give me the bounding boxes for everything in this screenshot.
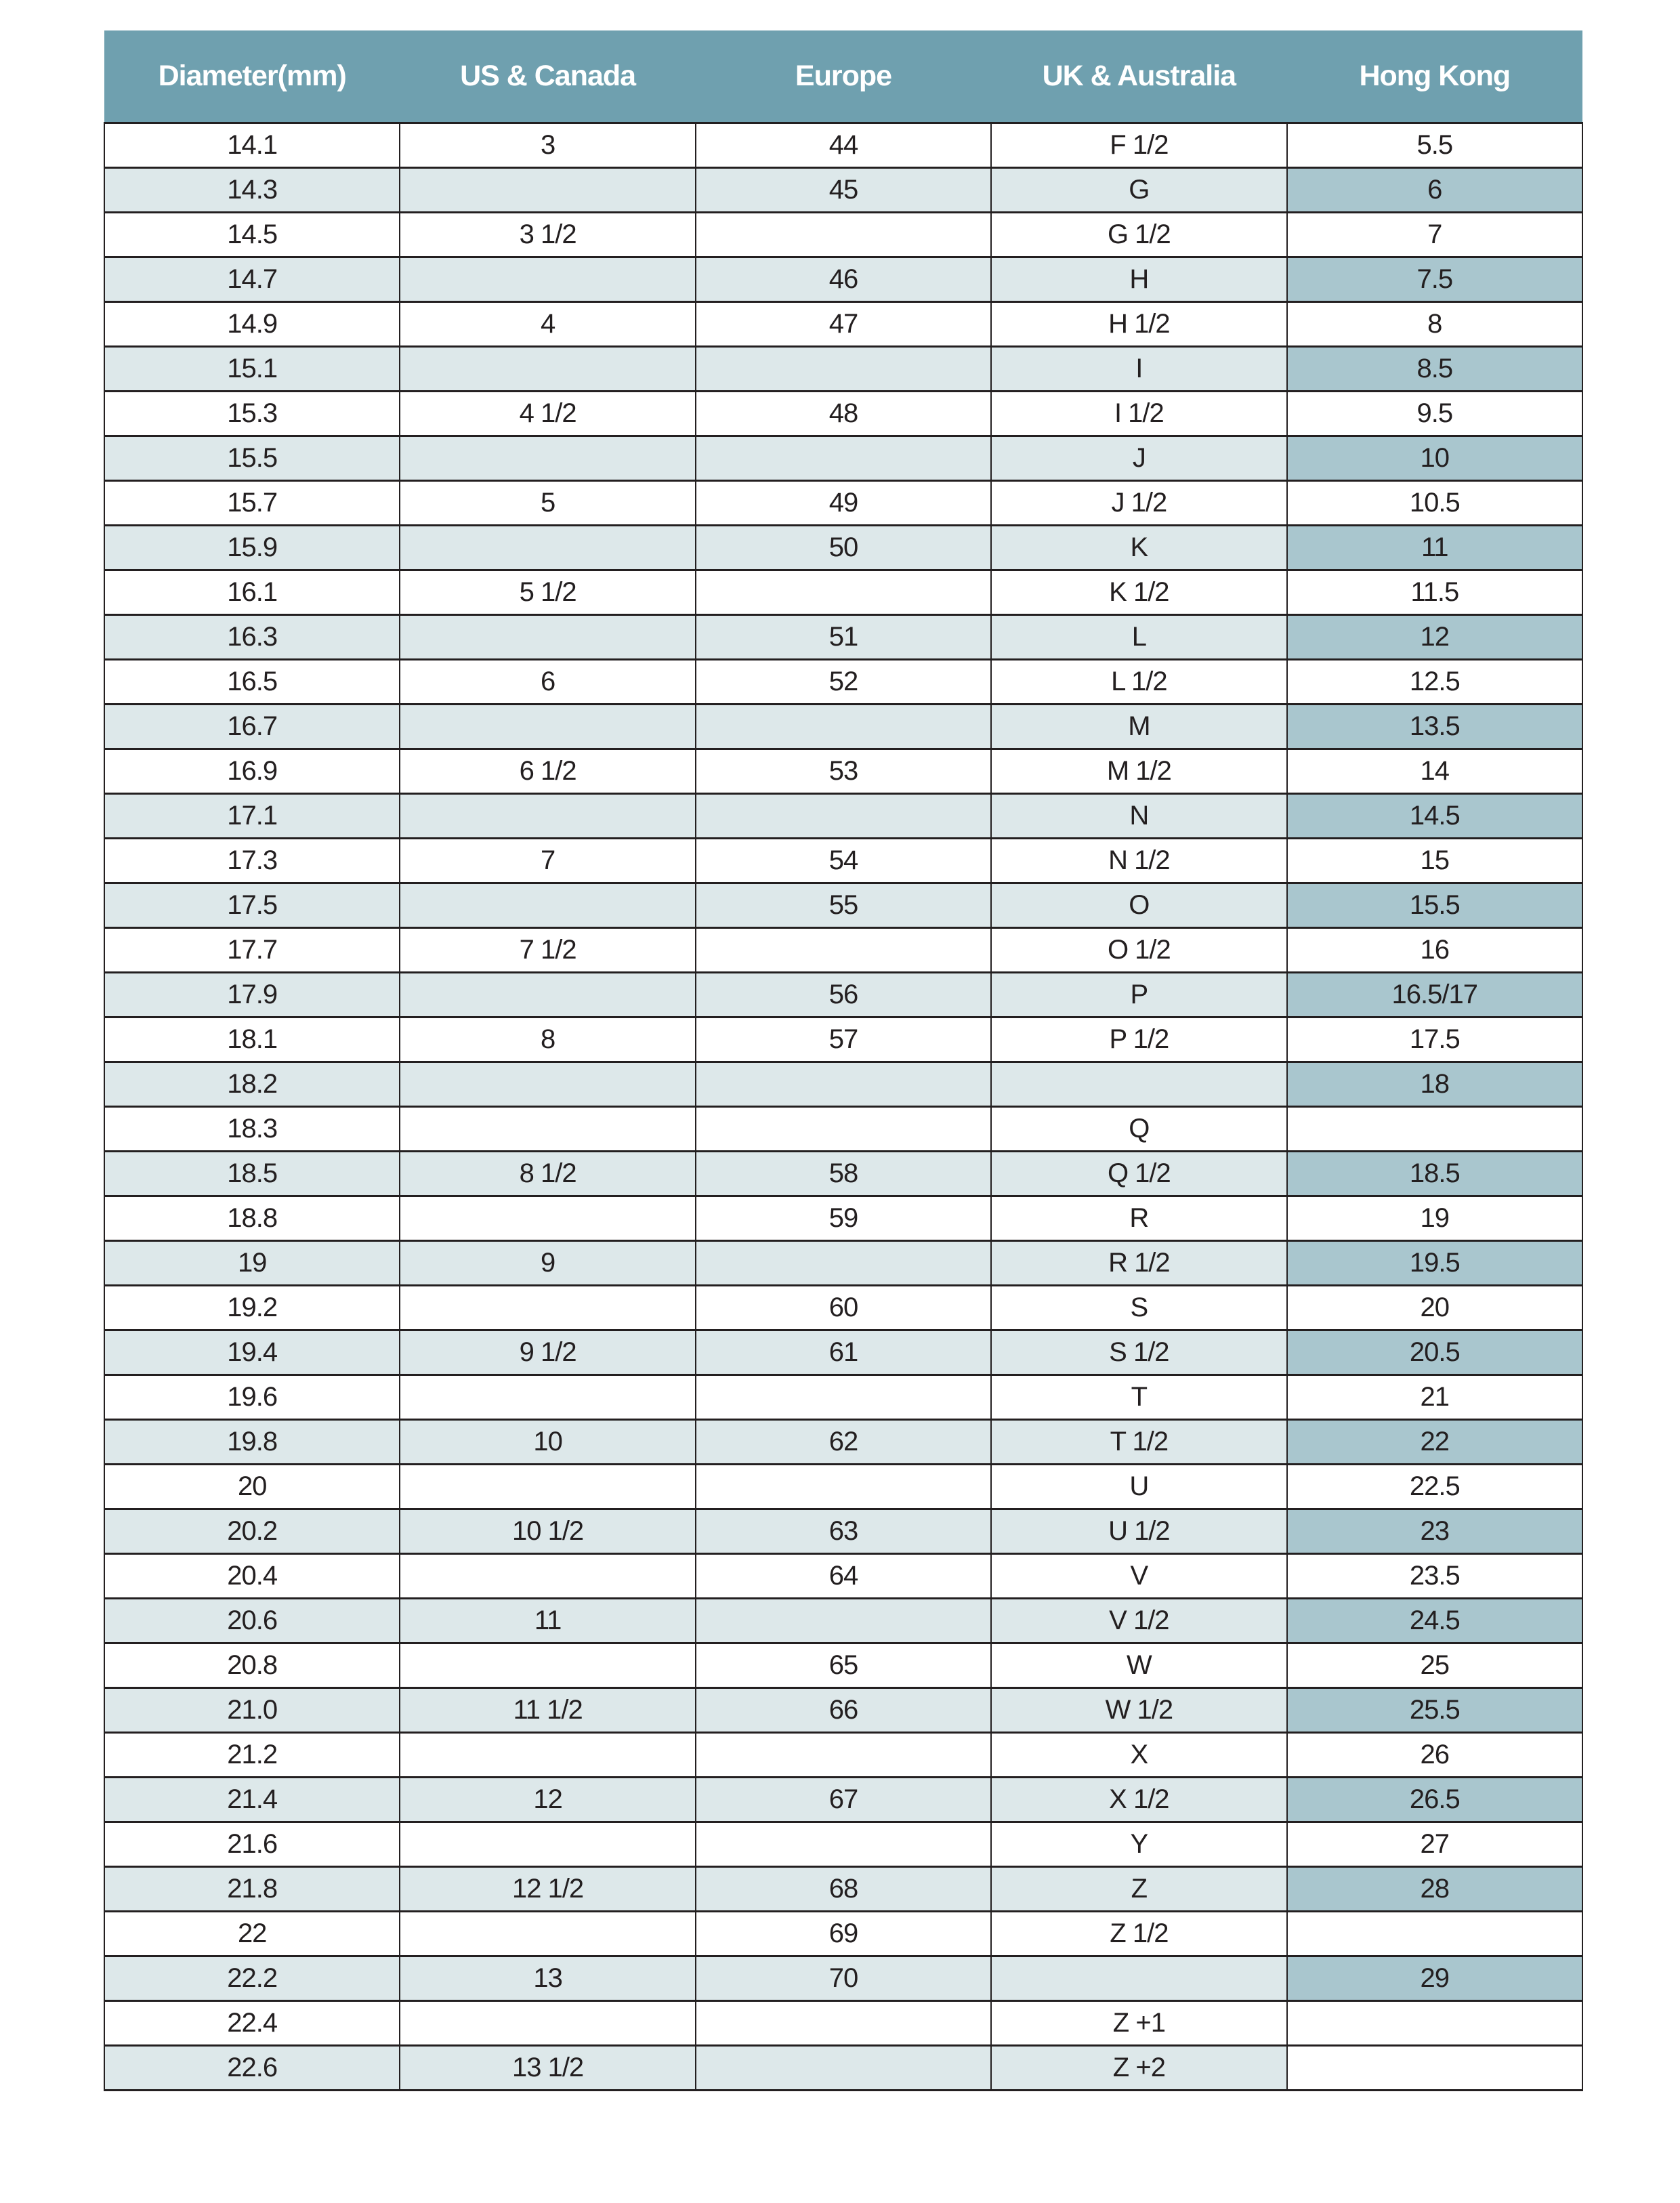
cell-hong-kong: 20 [1287,1286,1582,1330]
cell-diameter-mm: 19.4 [104,1330,400,1375]
cell-diameter-mm: 14.1 [104,123,400,168]
table-row [104,1956,1582,2001]
cell-us-canada [400,705,695,749]
cell-us-canada: 8 1/2 [400,1152,695,1196]
cell-europe: 65 [696,1643,991,1688]
cell-europe [696,2046,991,2091]
cell-uk-australia [991,1956,1286,2001]
cell-us-canada: 10 [400,1420,695,1465]
cell-europe: 69 [696,1912,991,1956]
cell-hong-kong: 22 [1287,1420,1582,1465]
cell-diameter-mm: 22.6 [104,2046,400,2091]
cell-uk-australia: W 1/2 [991,1688,1286,1733]
table-row [104,1375,1582,1420]
cell-uk-australia: U 1/2 [991,1509,1286,1554]
table-row [104,1912,1582,1956]
cell-uk-australia: Q 1/2 [991,1152,1286,1196]
cell-hong-kong: 16.5/17 [1287,973,1582,1017]
cell-europe: 63 [696,1509,991,1554]
cell-uk-australia: Z [991,1867,1286,1912]
cell-europe [696,1241,991,1286]
cell-uk-australia: G 1/2 [991,213,1286,257]
cell-uk-australia: I [991,347,1286,392]
cell-europe: 49 [696,481,991,526]
cell-hong-kong: 25.5 [1287,1688,1582,1733]
table-row [104,749,1582,794]
cell-us-canada: 6 [400,660,695,705]
cell-us-canada: 7 [400,839,695,883]
table-row [104,1465,1582,1509]
cell-europe [696,1822,991,1867]
cell-us-canada [400,1822,695,1867]
cell-us-canada [400,1375,695,1420]
table-row [104,1867,1582,1912]
cell-hong-kong [1287,2001,1582,2046]
cell-us-canada [400,794,695,839]
cell-uk-australia: U [991,1465,1286,1509]
cell-europe: 64 [696,1554,991,1599]
cell-europe: 56 [696,973,991,1017]
cell-europe [696,436,991,481]
table-row [104,1420,1582,1465]
cell-europe [696,213,991,257]
cell-europe: 55 [696,883,991,928]
cell-uk-australia [991,1062,1286,1107]
cell-us-canada: 9 [400,1241,695,1286]
cell-hong-kong: 27 [1287,1822,1582,1867]
cell-uk-australia: L [991,615,1286,660]
table-row [104,2046,1582,2091]
cell-us-canada: 11 1/2 [400,1688,695,1733]
table-row [104,1643,1582,1688]
cell-hong-kong: 8 [1287,302,1582,347]
cell-uk-australia: V [991,1554,1286,1599]
cell-diameter-mm: 18.3 [104,1107,400,1152]
cell-europe [696,1733,991,1778]
cell-us-canada: 10 1/2 [400,1509,695,1554]
cell-europe [696,1062,991,1107]
cell-diameter-mm: 16.5 [104,660,400,705]
table-row [104,2001,1582,2046]
cell-hong-kong: 15 [1287,839,1582,883]
cell-hong-kong: 25 [1287,1643,1582,1688]
cell-hong-kong: 6 [1287,168,1582,213]
cell-hong-kong: 18 [1287,1062,1582,1107]
cell-us-canada [400,436,695,481]
cell-diameter-mm: 21.0 [104,1688,400,1733]
table-row [104,570,1582,615]
cell-europe: 52 [696,660,991,705]
cell-diameter-mm: 19.6 [104,1375,400,1420]
cell-us-canada [400,2001,695,2046]
cell-uk-australia: R 1/2 [991,1241,1286,1286]
cell-uk-australia: F 1/2 [991,123,1286,168]
cell-us-canada [400,1062,695,1107]
cell-europe: 59 [696,1196,991,1241]
cell-diameter-mm: 17.5 [104,883,400,928]
cell-diameter-mm: 17.9 [104,973,400,1017]
cell-uk-australia: W [991,1643,1286,1688]
cell-hong-kong: 8.5 [1287,347,1582,392]
cell-us-canada: 3 1/2 [400,213,695,257]
cell-hong-kong: 19.5 [1287,1241,1582,1286]
cell-europe: 47 [696,302,991,347]
cell-europe [696,1107,991,1152]
table-row [104,1107,1582,1152]
table-row [104,526,1582,570]
cell-europe: 68 [696,1867,991,1912]
cell-uk-australia: K [991,526,1286,570]
table-row [104,1822,1582,1867]
cell-uk-australia: S 1/2 [991,1330,1286,1375]
cell-europe: 66 [696,1688,991,1733]
cell-uk-australia: V 1/2 [991,1599,1286,1643]
table-row [104,973,1582,1017]
conversion-table [104,30,1583,2091]
cell-hong-kong [1287,1912,1582,1956]
cell-uk-australia: H 1/2 [991,302,1286,347]
cell-diameter-mm: 21.2 [104,1733,400,1778]
cell-hong-kong: 11 [1287,526,1582,570]
cell-hong-kong: 12.5 [1287,660,1582,705]
cell-uk-australia: K 1/2 [991,570,1286,615]
cell-diameter-mm: 16.9 [104,749,400,794]
cell-uk-australia: L 1/2 [991,660,1286,705]
cell-diameter-mm: 20.8 [104,1643,400,1688]
cell-hong-kong: 21 [1287,1375,1582,1420]
cell-diameter-mm: 18.2 [104,1062,400,1107]
cell-europe: 70 [696,1956,991,2001]
cell-us-canada [400,1465,695,1509]
cell-us-canada [400,1643,695,1688]
table-row [104,168,1582,213]
cell-diameter-mm: 15.9 [104,526,400,570]
cell-hong-kong: 26.5 [1287,1778,1582,1822]
cell-us-canada: 8 [400,1017,695,1062]
cell-diameter-mm: 21.8 [104,1867,400,1912]
cell-hong-kong: 28 [1287,1867,1582,1912]
cell-us-canada [400,883,695,928]
table-row [104,1330,1582,1375]
cell-europe: 46 [696,257,991,302]
cell-us-canada: 5 [400,481,695,526]
cell-uk-australia: T 1/2 [991,1420,1286,1465]
cell-hong-kong: 16 [1287,928,1582,973]
table-row [104,1241,1582,1286]
table-row [104,1688,1582,1733]
table-row [104,615,1582,660]
table-row [104,481,1582,526]
cell-uk-australia: I 1/2 [991,392,1286,436]
cell-diameter-mm: 19.2 [104,1286,400,1330]
cell-uk-australia: Z +1 [991,2001,1286,2046]
table-row [104,1196,1582,1241]
cell-hong-kong [1287,2046,1582,2091]
cell-uk-australia: M 1/2 [991,749,1286,794]
cell-uk-australia: X [991,1733,1286,1778]
cell-diameter-mm: 22.2 [104,1956,400,2001]
cell-europe [696,794,991,839]
cell-diameter-mm: 14.5 [104,213,400,257]
cell-uk-australia: J 1/2 [991,481,1286,526]
cell-europe: 67 [696,1778,991,1822]
table-row [104,1733,1582,1778]
cell-diameter-mm: 16.3 [104,615,400,660]
table-header-row [104,30,1582,123]
cell-europe [696,570,991,615]
cell-us-canada: 4 [400,302,695,347]
cell-diameter-mm: 14.3 [104,168,400,213]
cell-uk-australia: S [991,1286,1286,1330]
cell-uk-australia: N 1/2 [991,839,1286,883]
cell-uk-australia: P [991,973,1286,1017]
header-cell-uk-australia: UK & Australia [991,30,1286,123]
cell-us-canada: 13 1/2 [400,2046,695,2091]
cell-uk-australia: Z +2 [991,2046,1286,2091]
cell-us-canada: 9 1/2 [400,1330,695,1375]
cell-diameter-mm: 18.5 [104,1152,400,1196]
cell-hong-kong: 9.5 [1287,392,1582,436]
cell-hong-kong: 7 [1287,213,1582,257]
cell-europe: 62 [696,1420,991,1465]
header-cell-us-canada: US & Canada [400,30,695,123]
cell-diameter-mm: 18.8 [104,1196,400,1241]
cell-us-canada: 7 1/2 [400,928,695,973]
cell-diameter-mm: 16.7 [104,705,400,749]
table-row [104,1062,1582,1107]
cell-europe [696,1599,991,1643]
cell-us-canada [400,615,695,660]
cell-hong-kong: 14.5 [1287,794,1582,839]
cell-europe [696,705,991,749]
cell-hong-kong: 14 [1287,749,1582,794]
cell-uk-australia: X 1/2 [991,1778,1286,1822]
cell-diameter-mm: 17.3 [104,839,400,883]
cell-us-canada [400,1107,695,1152]
table-row [104,660,1582,705]
table-row [104,123,1582,168]
table-row [104,794,1582,839]
cell-diameter-mm: 21.4 [104,1778,400,1822]
cell-hong-kong: 12 [1287,615,1582,660]
cell-us-canada [400,257,695,302]
cell-diameter-mm: 19 [104,1241,400,1286]
cell-hong-kong: 13.5 [1287,705,1582,749]
table-row [104,705,1582,749]
cell-us-canada: 12 1/2 [400,1867,695,1912]
cell-hong-kong [1287,1107,1582,1152]
table-row [104,347,1582,392]
cell-diameter-mm: 20.6 [104,1599,400,1643]
cell-us-canada [400,1286,695,1330]
cell-uk-australia: P 1/2 [991,1017,1286,1062]
table-row [104,839,1582,883]
cell-uk-australia: T [991,1375,1286,1420]
cell-hong-kong: 23.5 [1287,1554,1582,1599]
cell-us-canada [400,526,695,570]
table-row [104,1017,1582,1062]
cell-europe [696,2001,991,2046]
cell-hong-kong: 17.5 [1287,1017,1582,1062]
header-cell-europe: Europe [696,30,991,123]
table-header [104,30,1582,123]
header-cell-hong-kong: Hong Kong [1287,30,1582,123]
cell-hong-kong: 11.5 [1287,570,1582,615]
cell-us-canada: 12 [400,1778,695,1822]
table-row [104,257,1582,302]
cell-hong-kong: 5.5 [1287,123,1582,168]
cell-diameter-mm: 20.4 [104,1554,400,1599]
cell-hong-kong: 22.5 [1287,1465,1582,1509]
cell-hong-kong: 29 [1287,1956,1582,2001]
cell-hong-kong: 15.5 [1287,883,1582,928]
cell-europe: 48 [696,392,991,436]
cell-europe [696,1375,991,1420]
table-body [104,123,1582,2091]
cell-us-canada: 3 [400,123,695,168]
cell-us-canada: 6 1/2 [400,749,695,794]
cell-diameter-mm: 20 [104,1465,400,1509]
table-row [104,436,1582,481]
cell-us-canada [400,347,695,392]
cell-diameter-mm: 17.1 [104,794,400,839]
cell-diameter-mm: 15.3 [104,392,400,436]
cell-diameter-mm: 16.1 [104,570,400,615]
cell-europe: 57 [696,1017,991,1062]
cell-diameter-mm: 14.7 [104,257,400,302]
table-row [104,928,1582,973]
cell-uk-australia: O 1/2 [991,928,1286,973]
table-row [104,1286,1582,1330]
cell-us-canada: 11 [400,1599,695,1643]
cell-uk-australia: J [991,436,1286,481]
cell-uk-australia: Z 1/2 [991,1912,1286,1956]
table-row [104,302,1582,347]
cell-us-canada: 5 1/2 [400,570,695,615]
cell-uk-australia: G [991,168,1286,213]
cell-uk-australia: N [991,794,1286,839]
cell-europe [696,928,991,973]
cell-europe: 53 [696,749,991,794]
cell-europe [696,1465,991,1509]
cell-diameter-mm: 19.8 [104,1420,400,1465]
cell-europe: 60 [696,1286,991,1330]
cell-europe: 51 [696,615,991,660]
cell-hong-kong: 10.5 [1287,481,1582,526]
cell-us-canada: 4 1/2 [400,392,695,436]
table-row [104,213,1582,257]
cell-hong-kong: 23 [1287,1509,1582,1554]
cell-hong-kong: 24.5 [1287,1599,1582,1643]
cell-uk-australia: H [991,257,1286,302]
cell-diameter-mm: 22 [104,1912,400,1956]
cell-us-canada [400,973,695,1017]
cell-us-canada [400,1733,695,1778]
cell-diameter-mm: 22.4 [104,2001,400,2046]
cell-europe: 44 [696,123,991,168]
cell-uk-australia: M [991,705,1286,749]
cell-diameter-mm: 15.5 [104,436,400,481]
cell-us-canada: 13 [400,1956,695,2001]
cell-us-canada [400,1196,695,1241]
header-cell-diameter-mm: Diameter(mm) [104,30,400,123]
cell-us-canada [400,1554,695,1599]
cell-hong-kong: 18.5 [1287,1152,1582,1196]
cell-diameter-mm: 17.7 [104,928,400,973]
table-row [104,1599,1582,1643]
table-row [104,1778,1582,1822]
cell-diameter-mm: 20.2 [104,1509,400,1554]
cell-uk-australia: Y [991,1822,1286,1867]
cell-hong-kong: 10 [1287,436,1582,481]
cell-diameter-mm: 15.1 [104,347,400,392]
cell-diameter-mm: 14.9 [104,302,400,347]
table-row [104,883,1582,928]
cell-europe: 54 [696,839,991,883]
cell-diameter-mm: 21.6 [104,1822,400,1867]
cell-uk-australia: Q [991,1107,1286,1152]
cell-europe: 50 [696,526,991,570]
cell-diameter-mm: 18.1 [104,1017,400,1062]
cell-us-canada [400,168,695,213]
cell-uk-australia: R [991,1196,1286,1241]
cell-europe [696,347,991,392]
cell-us-canada [400,1912,695,1956]
table-row [104,1509,1582,1554]
table-row [104,1554,1582,1599]
cell-europe: 45 [696,168,991,213]
cell-hong-kong: 7.5 [1287,257,1582,302]
ring-size-conversion-table [104,30,1583,2091]
cell-hong-kong: 26 [1287,1733,1582,1778]
cell-hong-kong: 19 [1287,1196,1582,1241]
table-row [104,1152,1582,1196]
cell-diameter-mm: 15.7 [104,481,400,526]
cell-europe: 61 [696,1330,991,1375]
cell-uk-australia: O [991,883,1286,928]
cell-hong-kong: 20.5 [1287,1330,1582,1375]
table-row [104,392,1582,436]
cell-europe: 58 [696,1152,991,1196]
